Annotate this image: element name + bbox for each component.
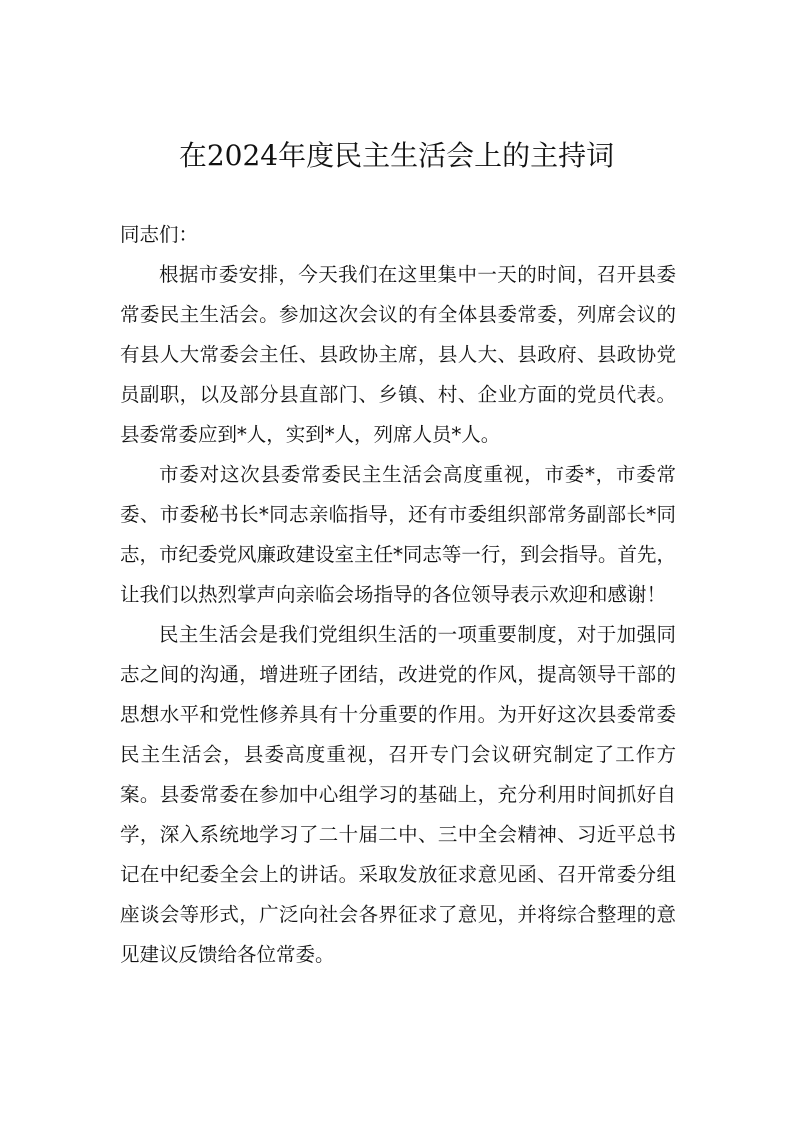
paragraph-2: 市委对这次县委常委民主生活会高度重视，市委*，市委常委、市委秘书长*同志亲临指导，还有市委组织部常务副部长*同志，市纪委党风廉政建设室主任*同志等一行，到会指导。首先，让我们以热烈掌声向亲临会场指导的各位领导表示欢迎和感谢！ [120,463,676,606]
document-body [120,215,676,975]
paragraph-3: 民主生活会是我们党组织生活的一项重要制度，对于加强同志之间的沟通，增进班子团结，改进党的作风，提高领导干部的思想水平和党性修养具有十分重要的作用。为开好这次县委常委民主生活会，县委高度重视，召开专门会议研究制定了工作方案。县委常委在参加中心组学习的基础上，充分利用时间抓好自学，深入系统地学习了二十届二中、三中全会精神、习近平总书记在中纪委全会上的讲话。采取发放征求意见函、召开常委分组座谈会等形式，广泛向社会各界征求了意见，并将综合整理的意见建议反馈给各位常委。 [120,623,676,966]
paragraph-1: 根据市委安排，今天我们在这里集中一天的时间，召开县委常委民主生活会。参加这次会议的有全体县委常委，列席会议的有县人大常委会主任、县政协主席，县人大、县政府、县政协党员副职，以及部分县直部门、乡镇、村、企业方面的党员代表。县委常委应到*人，实到*人，列席人员*人。 [120,263,676,446]
salutation: 同志们： [120,223,199,246]
document-title: 在2024年度民主生活会上的主持词 [178,139,615,172]
